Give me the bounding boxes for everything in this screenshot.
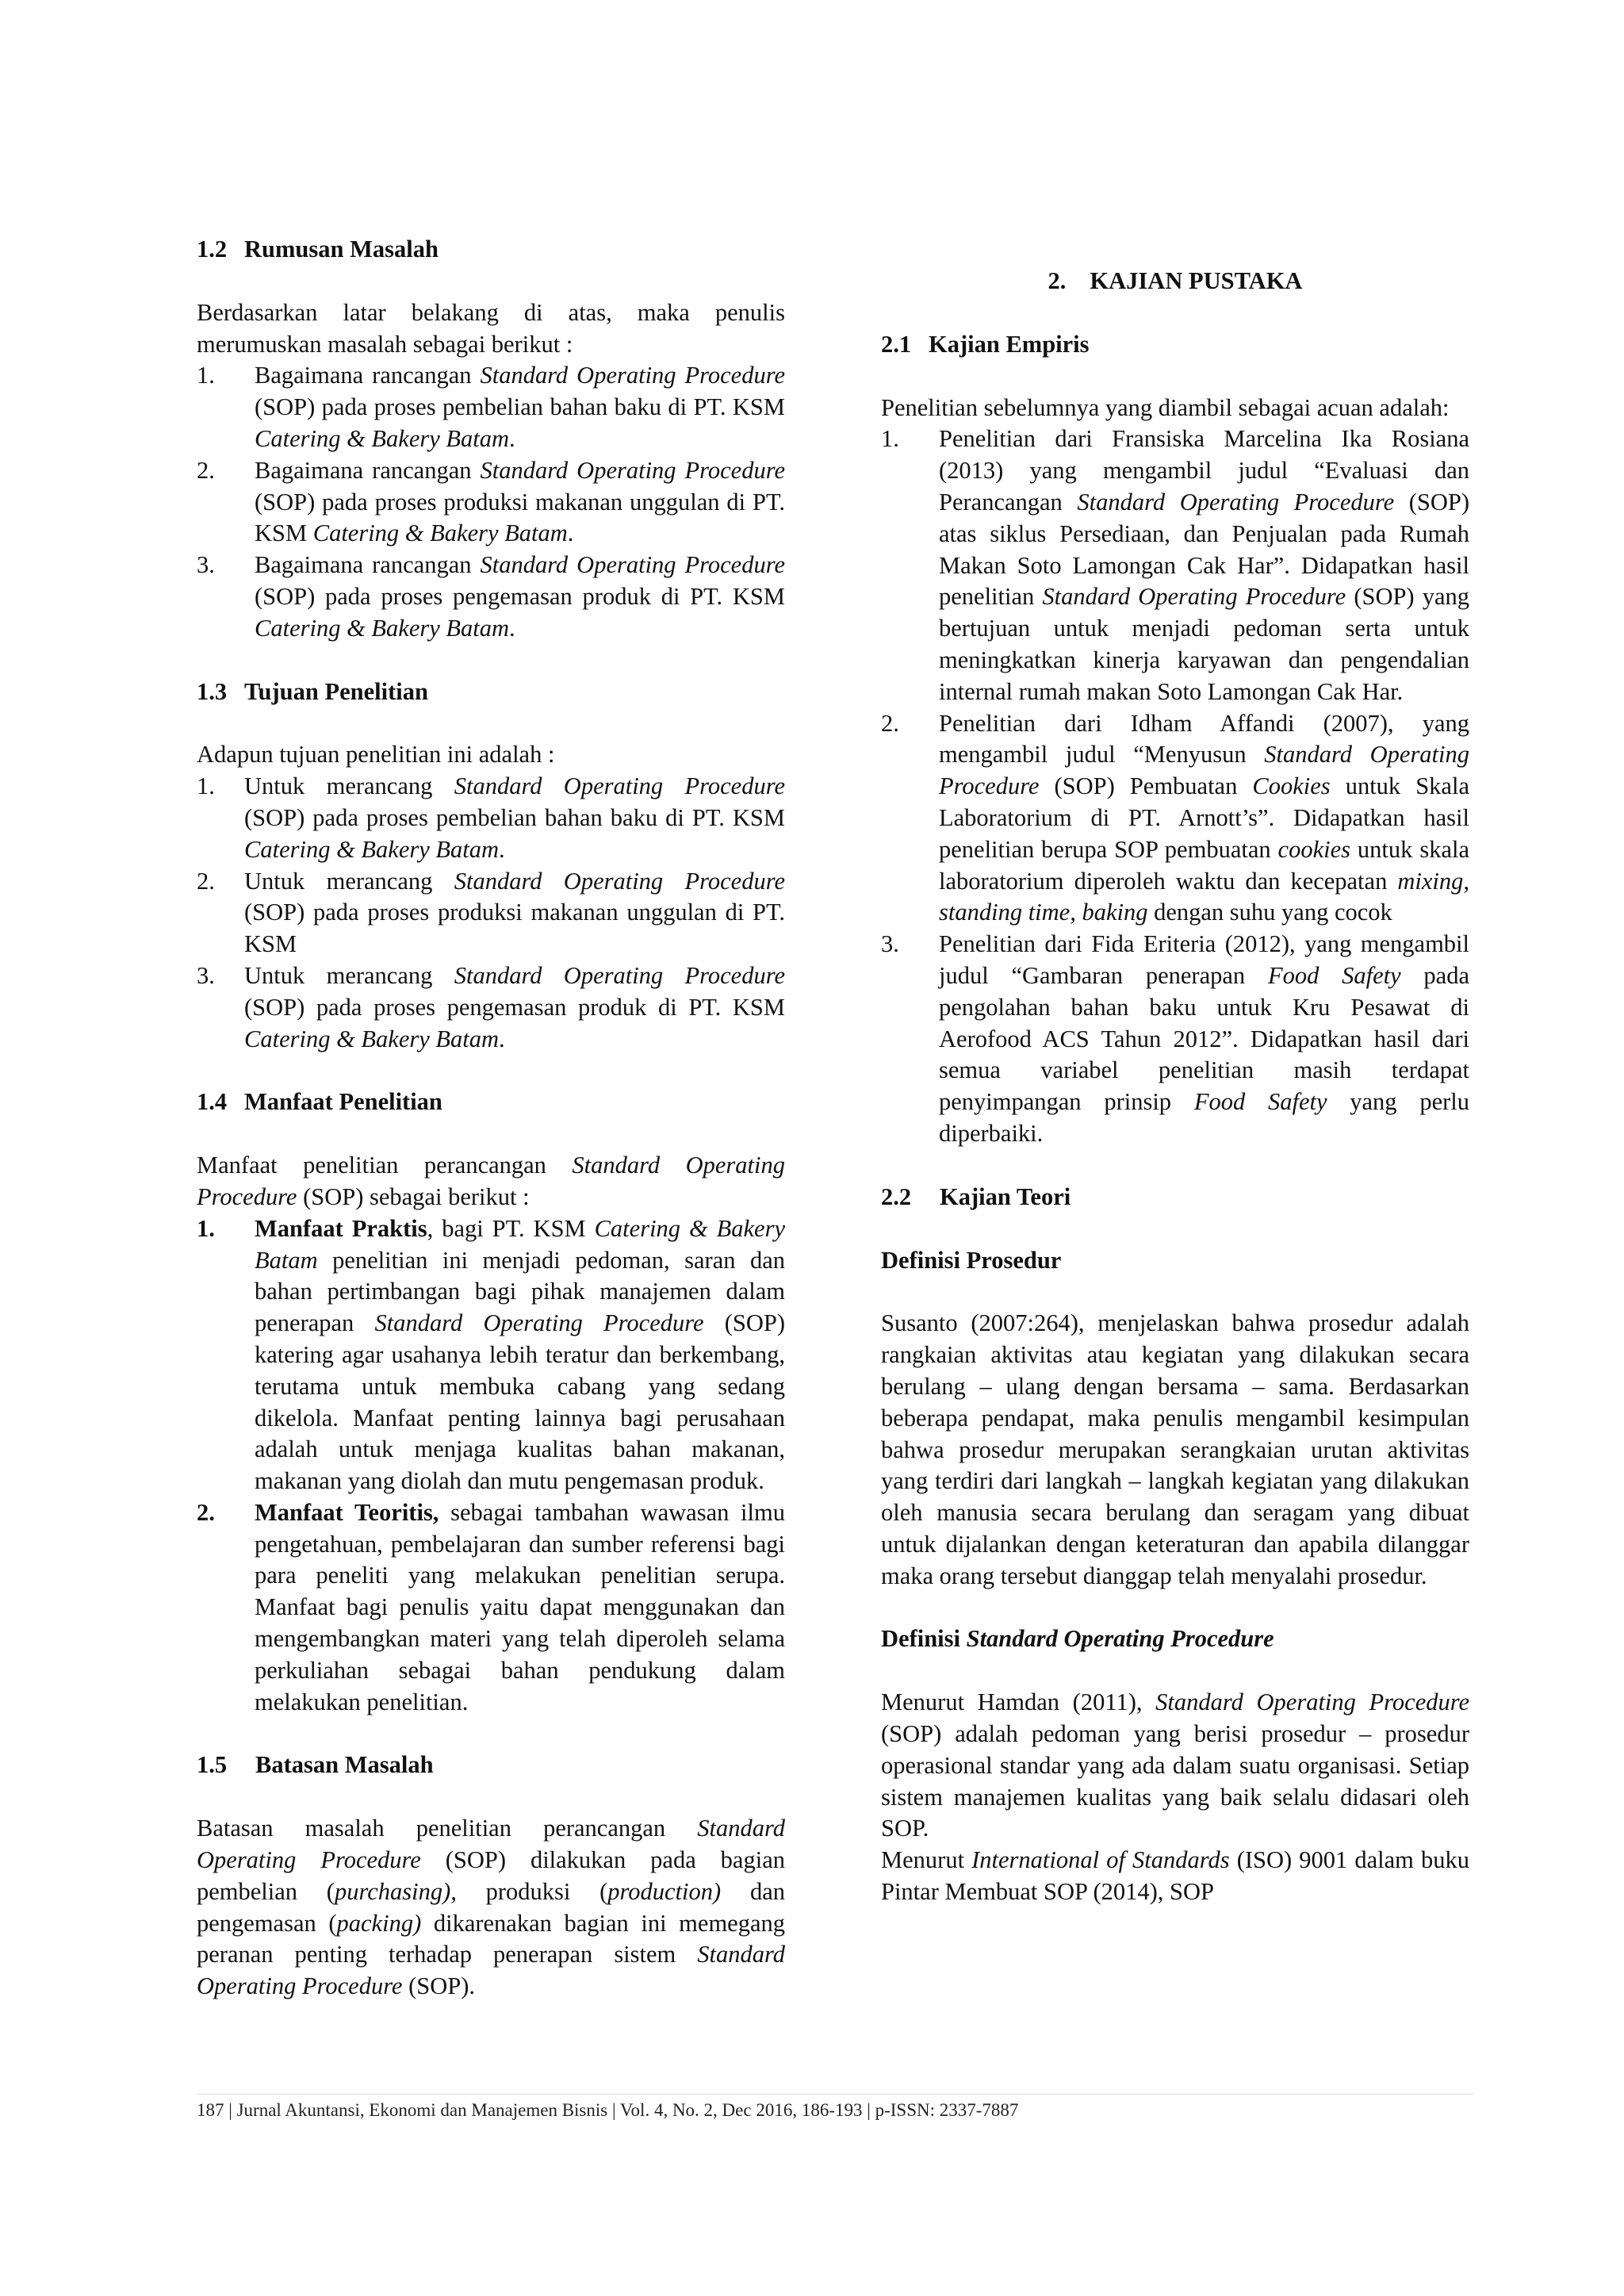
paragraph: Menurut International of Standards (ISO) 9001 dalam buku Pintar Membuat SOP (2014), SOP xyxy=(881,1846,1469,1906)
subheading-definisi-sop: Definisi Standard Operating Procedure xyxy=(881,1625,1274,1653)
paragraph: Susanto (2007:264), menjelaskan bahwa prosedur adalah rangkaian aktivitas atau kegiatan yang dilakukan secara berulang – ulang dengan bersama – sama. Berdasarkan beberapa pendapat, maka penulis mengambil kesimpulan bahwa prosedur merupakan serangkaian urutan aktivitas yang terdiri dari langkah – langkah kegiatan yang dilakukan oleh manusia secara berulang dan seragam yang dibuat untuk dijalankan dengan keteraturan dan apabila dilanggar maka orang tersebut dianggap telah menyalahi prosedur. xyxy=(881,1309,1469,1589)
list-item: 3. Untuk merancang Standard Operating Procedure (SOP) pada proses pengemasan produk di PT. KSM Catering & Bakery Batam. xyxy=(197,961,785,1052)
list-item: 1. Manfaat Praktis, bagi PT. KSM Catering & Bakery Batam penelitian ini menjadi pedoman, saran dan bahan pertimbangan bagi pihak manajemen dalam penerapan Standard Operating Procedure (SOP) katering agar usahanya lebih teratur dan berkembang, terutama untuk membuka cabang yang sedang dikelola. Manfaat penting lainnya bagi perusahaan adalah untuk menjaga kualitas bahan makanan, makanan yang diolah dan mutu pengemasan produk. xyxy=(197,1214,786,1495)
section-heading-1-2: 1.2 Rumusan Masalah xyxy=(197,236,439,263)
page-footer: 187 | Jurnal Akuntansi, Ekonomi dan Manajemen Bisnis | Vol. 4, No. 2, Dec 2016, 186-193 | p-ISSN: 2337-7887 xyxy=(197,2094,1473,2122)
section-heading-1-5: 1.5 Batasan Masalah xyxy=(197,1751,434,1779)
list-item: 3. Bagaimana rancangan Standard Operating Procedure (SOP) pada proses pengemasan produk di PT. KSM Catering & Bakery Batam. xyxy=(197,551,785,642)
list-item: 2. Manfaat Teoritis, sebagai tambahan wawasan ilmu pengetahuan, pembelajaran dan sumber referensi bagi para peneliti yang melakukan penelitian serupa. Manfaat bagi penulis yaitu dapat menggunakan dan mengembangkan materi yang telah diperoleh selama perkuliahan sebagai bahan pendukung dalam melakukan penelitian. xyxy=(197,1498,785,1715)
paragraph: Penelitian sebelumnya yang diambil sebagai acuan adalah: xyxy=(881,393,1450,421)
list-item: 1. Untuk merancang Standard Operating Procedure (SOP) pada proses pembelian bahan baku di PT. KSM Catering & Bakery Batam. xyxy=(197,772,785,863)
rumusan-list xyxy=(197,360,785,644)
paragraph: Berdasarkan latar belakang di atas, maka penulis merumuskan masalah sebagai berikut : xyxy=(197,298,785,358)
list-item: 1. Penelitian dari Fransiska Marcelina Ika Rosiana (2013) yang mengambil judul “Evaluasi dan Perancangan Standard Operating Procedure (SOP) atas siklus Persediaan, dan Penjualan pada Rumah Makan Soto Lamongan Cak Har”. Didapatkan hasil penelitian Standard Operating Procedure (SOP) yang bertujuan untuk menjadi pedoman serta untuk meningkatkan kinerja karyawan dan pengendalian internal rumah makan Soto Lamongan Cak Har. xyxy=(881,425,1470,705)
list-item: 1. Bagaimana rancangan Standard Operating Procedure (SOP) pada proses pembelian bahan baku di PT. KSM Catering & Bakery Batam. xyxy=(197,362,785,452)
chapter-heading: 2. KAJIAN PUSTAKA xyxy=(1048,267,1303,294)
section-heading-2-1: 2.1 Kajian Empiris xyxy=(881,330,1090,358)
list-item: 2. Penelitian dari Idham Affandi (2007), yang mengambil judul “Menyusun Standard Operating Procedure (SOP) Pembuatan Cookies untuk Skala Laboratorium di PT. Arnott’s”. Didapatkan hasil penelitian berupa SOP pembuatan cookies untuk skala laboratorium diperoleh waktu dan kecepatan mixing, standing time, baking dengan suhu yang cocok xyxy=(881,709,1470,926)
manfaat-list xyxy=(197,1213,785,1719)
kajian-empiris-list xyxy=(881,424,1469,1149)
paragraph: Batasan masalah penelitian perancangan Standard Operating Procedure (SOP) dilakukan pada bagian pembelian (purchasing), produksi (production) dan pengemasan (packing) dikarenakan bagian ini memegang peranan penting terhadap penerapan sistem Standard Operating Procedure (SOP). xyxy=(197,1815,785,2000)
left-column xyxy=(197,234,785,2003)
paragraph: Manfaat penelitian perancangan Standard Operating Procedure (SOP) sebagai berikut : xyxy=(197,1152,785,1210)
paragraph: Menurut Hamdan (2011), Standard Operating Procedure (SOP) adalah pedoman yang berisi prosedur – prosedur operasional standar yang ada dalam suatu organisasi. Setiap sistem manajemen kualitas yang baik selalu didasari oleh SOP. xyxy=(881,1688,1470,1842)
section-heading-1-3: 1.3 Tujuan Penelitian xyxy=(197,677,428,705)
right-column xyxy=(881,266,1469,1908)
list-item: 2. Untuk merancang Standard Operating Procedure (SOP) pada proses produksi makanan unggulan di PT. KSM xyxy=(197,867,785,958)
list-item: 3. Penelitian dari Fida Eriteria (2012), yang mengambil judul “Gambaran penerapan Food Safety pada pengolahan bahan baku untuk Kru Pesawat di Aerofood ACS Tahun 2012”. Didapatkan hasil dari semua variabel penelitian masih terdapat penyimpangan prinsip Food Safety yang perlu diperbaiki. xyxy=(881,930,1470,1147)
paragraph: Adapun tujuan penelitian ini adalah : xyxy=(197,741,555,769)
list-item: 2. Bagaimana rancangan Standard Operating Procedure (SOP) pada proses produksi makanan unggulan di PT. KSM Catering & Bakery Batam. xyxy=(197,456,785,547)
section-heading-2-2: 2.2 Kajian Teori xyxy=(881,1182,1071,1210)
tujuan-list xyxy=(197,771,785,1055)
section-heading-1-4: 1.4 Manfaat Penelitian xyxy=(197,1088,442,1116)
subheading-definisi-prosedur: Definisi Prosedur xyxy=(881,1246,1062,1274)
